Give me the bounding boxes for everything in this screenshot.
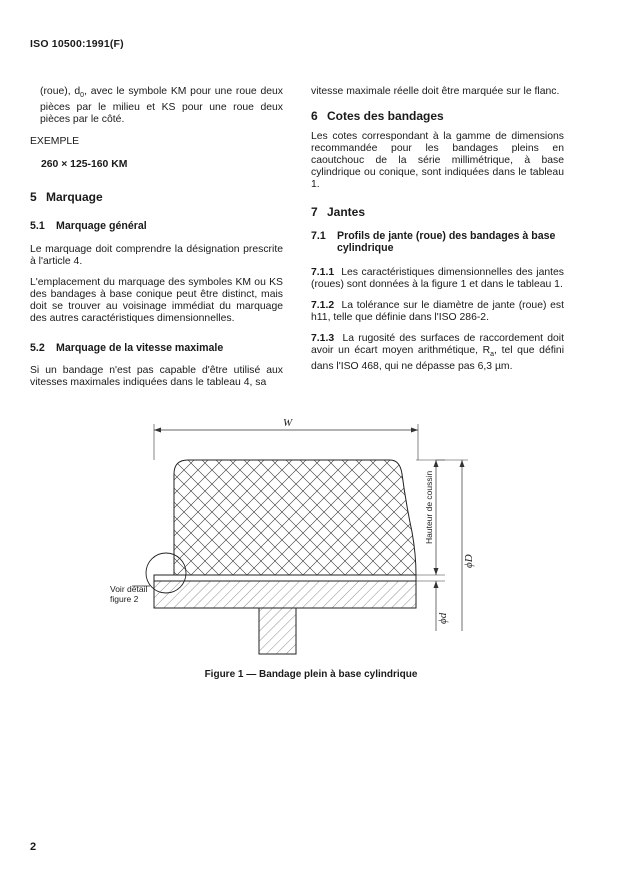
detail-label-line1: Voir détail (110, 584, 148, 594)
intro-paragraph: (roue), $d_0$, avec le symbole KM pour une roue deux pièces par le milieu et KS pour une roue deux pièces par le côté. (40, 86, 283, 126)
tyre-cushion (174, 460, 416, 575)
example-label: EXEMPLE (30, 136, 80, 148)
paragraph-7-1-1: 7.1.1 Les caractéristiques dimensionnelles des jantes (roues) sont données à la figure 1 et dans le tableau 1. (311, 267, 564, 290)
figure-1-drawing (100, 414, 500, 662)
example-value: 260 × 125-160 KM (41, 159, 128, 171)
paragraph-5-1-a: Le marquage doit comprendre la désignation prescrite à l'article 4. (30, 244, 283, 268)
rim-section (154, 581, 416, 608)
label-W: W (283, 417, 293, 429)
label-d: ϕd (437, 612, 449, 624)
tyre-base-band (154, 575, 416, 581)
section-7-heading: 7 Jantes (311, 205, 366, 219)
hub-section (259, 608, 296, 654)
paragraph-7-1-2: 7.1.2 La tolérance sur le diamètre de jante (roue) est h11, telle que définie dans l'ISO 286-2. (311, 300, 564, 323)
paragraph-7-1-3: 7.1.3 La rugosité des surfaces de raccordement doit avoir un écart moyen arithmétique, $R_a$, tel que défini dans l'ISO 468, qui ne dépasse pas 6,3 µm. (311, 333, 565, 373)
detail-label-line2: figure 2 (110, 594, 139, 604)
figure-caption: Figure 1 — Bandage plein à base cylindrique (204, 669, 418, 680)
page-number: 2 (30, 841, 37, 853)
section-5-1-heading: 5.1 Marquage général (30, 220, 147, 233)
document-header: ISO 10500:1991(F) (30, 38, 124, 50)
paragraph-5-1-b: L'emplacement du marquage des symboles KM ou KS des bandages à base conique peut être distinct, mais doit se trouver au voisinage immédiat du marquage des autres caractéristiques dimensionnelles. (30, 277, 283, 325)
section-7-1-heading: 7.1 Profils de jante (roue) des bandages à base cylindrique (311, 230, 556, 254)
right-column (311, 86, 564, 373)
continued-paragraph: vitesse maximale réelle doit être marquée sur le flanc. (311, 86, 560, 97)
section-6-heading: 6 Cotes des bandages (311, 109, 444, 123)
label-D: ϕD (463, 554, 475, 568)
section-5-2-heading: 5.2 Marquage de la vitesse maximale (30, 342, 224, 355)
paragraph-5-2: Si un bandage n'est pas capable d'être utilisé aux vitesses maximales indiquées dans le tableau 4, sa (30, 365, 283, 389)
paragraph-6: Les cotes correspondant à la gamme de dimensions recommandée pour les bandages pleins en caoutchouc de la série millimétrique, à base cylindrique ou conique, sont indiquées dans le tableau 1. (311, 131, 564, 190)
left-column (30, 86, 283, 389)
section-5-heading: 5 Marquage (30, 190, 103, 205)
label-cushion-height: Hauteur de coussin (424, 470, 434, 544)
